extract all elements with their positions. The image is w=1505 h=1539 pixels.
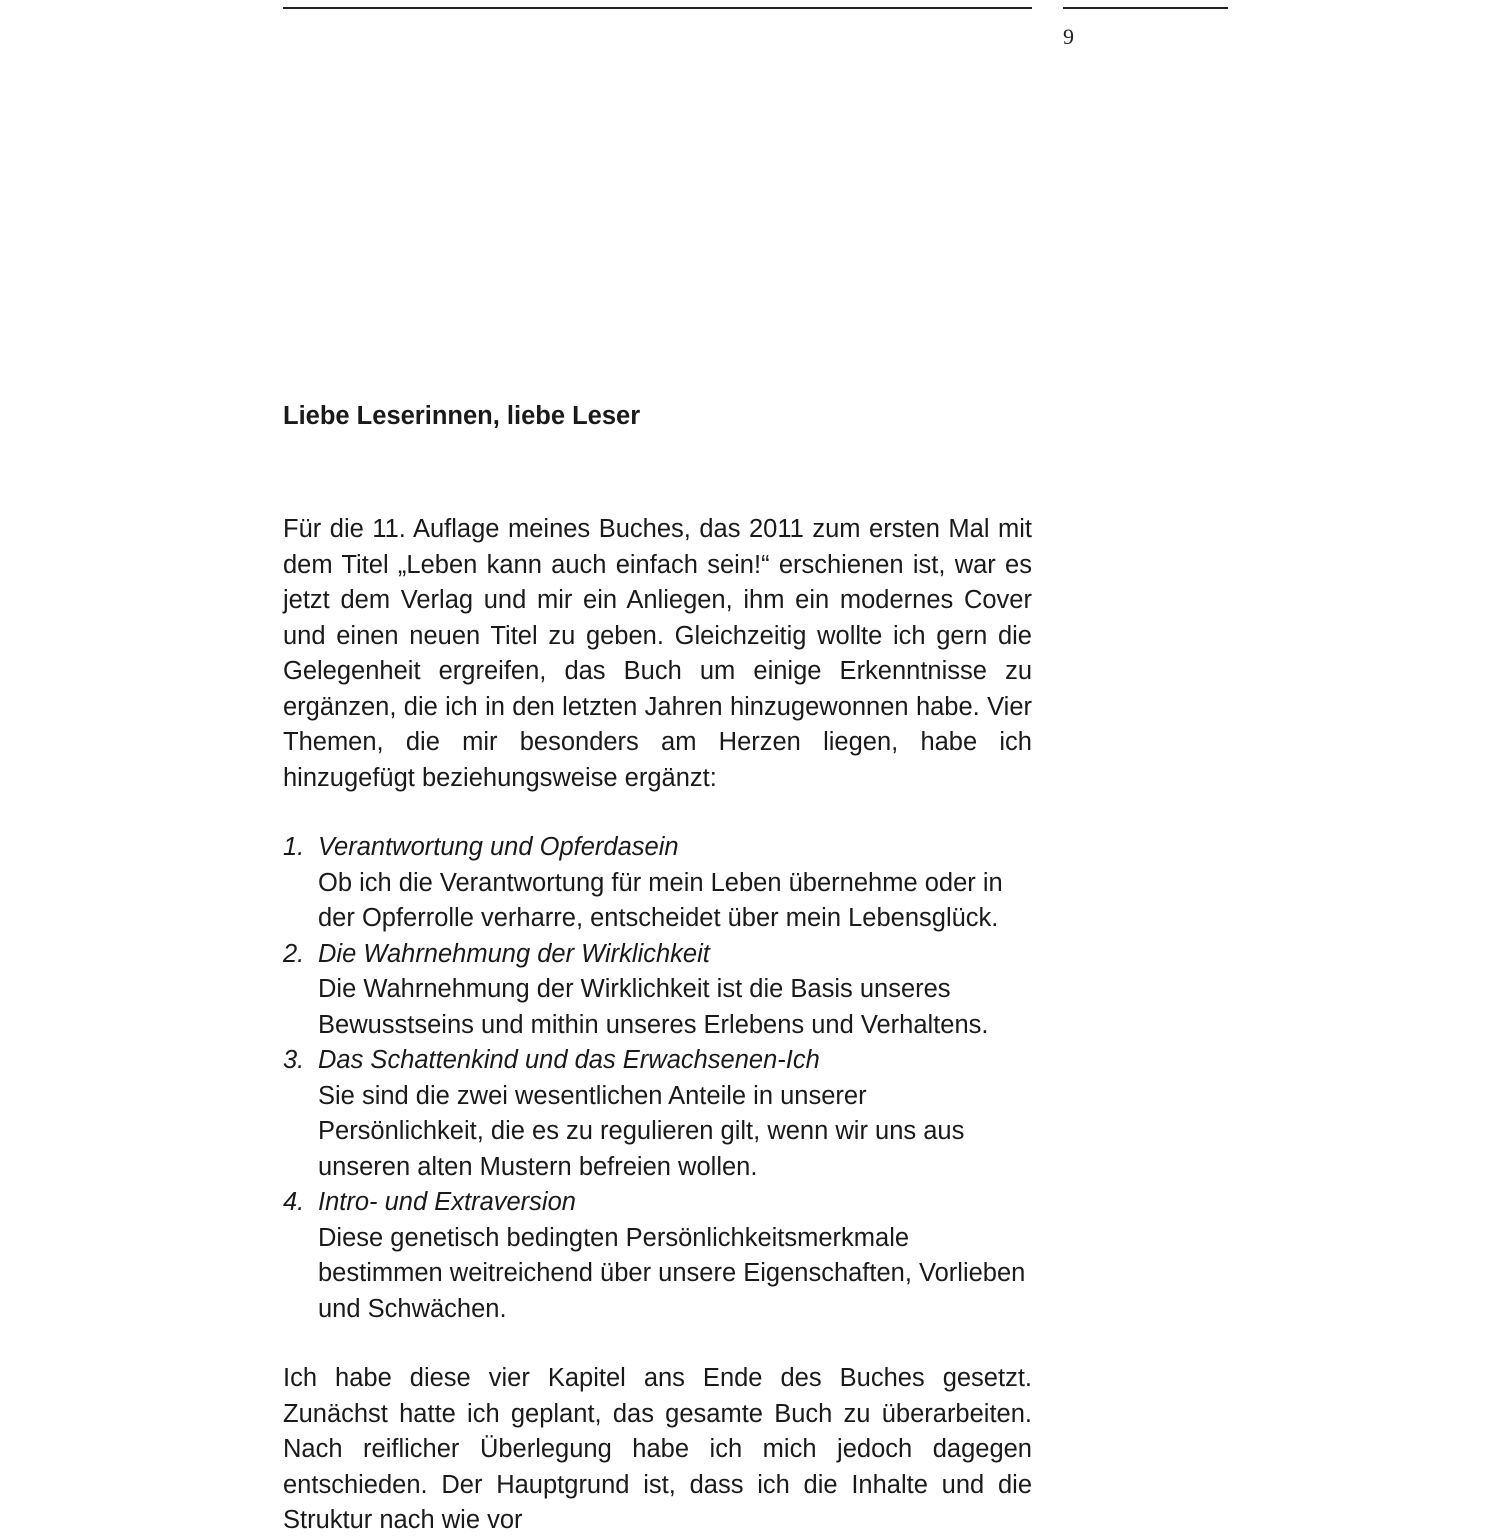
list-item bbox=[283, 937, 1032, 1044]
margin-rule bbox=[1063, 7, 1228, 9]
list-item-number: 1. bbox=[283, 833, 305, 861]
outro-paragraph: Ich habe diese vier Kapitel ans Ende des Buches gesetzt. Zunächst hatte ich geplant, das gesamte Buch zu überarbeiten. Nach reiflicher Überlegung habe ich mich jedoch dagegen entschieden. Der Hauptgrund ist, dass ich die Inhalte und die Struktur nach wie vor bbox=[283, 1364, 1032, 1534]
list-item-number: 4. bbox=[283, 1188, 305, 1216]
list-item bbox=[283, 830, 1032, 937]
list-item-description: Ob ich die Verantwortung für mein Leben übernehme oder in der Opferrolle verharre, entscheidet über mein Lebensglück. bbox=[318, 868, 1003, 932]
list-item-number: 2. bbox=[283, 939, 305, 968]
page-number: 9 bbox=[1063, 24, 1074, 49]
list-item-number: 3. bbox=[283, 1046, 305, 1074]
header-rule bbox=[283, 7, 1032, 9]
intro-paragraph: Für die 11. Auflage meines Buches, das 2011 zum ersten Mal mit dem Titel „Leben kann auch einfach sein!“ erschienen ist, war es jetzt dem Verlag und mir ein Anliegen, ihm ein modernes Cover und einen neuen Titel zu geben. Gleichzeitig wollte ich gern die Gelegenheit ergreifen, das Buch um einige Erkenntnisse zu ergänzen, die ich in den letzten Jahren hinzugewonnen habe. Vier Themen, die mir besonders am Herzen liegen, habe ich hinzugefügt beziehungsweise ergänzt: bbox=[283, 515, 1032, 792]
list-item bbox=[283, 1185, 1032, 1327]
list-item-title: Das Schattenkind und das Erwachsenen-Ich bbox=[318, 1046, 820, 1074]
list-item-description: Sie sind die zwei wesentlichen Anteile in unserer Persönlichkeit, die es zu regulieren gilt, wenn wir uns aus unseren alten Mustern befreien wollen. bbox=[318, 1081, 965, 1181]
list-item-description: Diese genetisch bedingten Persönlichkeitsmerkmale bestimmen weitreichend über unsere Eigenschaften, Vorlieben und Schwächen. bbox=[318, 1223, 1026, 1323]
list-item-title: Verantwortung und Opferdasein bbox=[318, 833, 679, 861]
section-heading: Liebe Leserinnen, liebe Leser bbox=[283, 402, 641, 430]
list-item-title: Die Wahrnehmung der Wirklichkeit bbox=[318, 939, 710, 968]
list-item-description: Die Wahrnehmung der Wirklichkeit ist die Basis unseres Bewusstseins und mithin unseres Erlebens und Verhaltens. bbox=[318, 975, 989, 1039]
list-item bbox=[283, 1043, 1032, 1185]
topic-list bbox=[283, 830, 1032, 1327]
list-item-title: Intro- und Extraversion bbox=[318, 1188, 576, 1216]
